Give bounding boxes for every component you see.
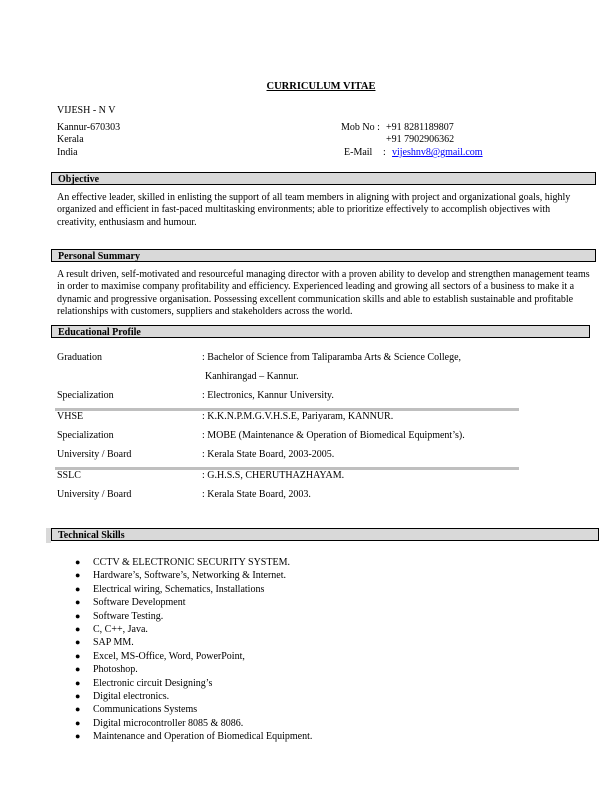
list-item bbox=[75, 583, 312, 596]
bullet-icon: ● bbox=[75, 677, 81, 688]
bullet-icon: ● bbox=[75, 623, 81, 634]
skill-text: Software Testing. bbox=[93, 610, 164, 622]
list-item bbox=[75, 556, 312, 569]
list-item bbox=[75, 623, 312, 636]
skill-text: SAP MM. bbox=[93, 637, 134, 649]
bullet-icon: ● bbox=[75, 690, 81, 701]
skill-text: CCTV & ELECTRONIC SECURITY SYSTEM. bbox=[93, 557, 290, 568]
bullet-icon: ● bbox=[75, 664, 81, 675]
mobile-label: Mob No : bbox=[341, 122, 380, 133]
email-link[interactable]: vijeshnv8@gmail.com bbox=[392, 147, 483, 158]
personal-summary-text: A result driven, self-motivated and resourceful managing director with a proven ability to develop and strengthen management teams in order to maximise company profitability and efficiency. Experienced leading and growing all sectors of a business to make it a dynamic and progressive organisation. Possessing excellent communication skills and able to establish sustainable and profitable relationships with customers, suppliers and stakeholders across the world. bbox=[57, 269, 590, 318]
skill-text: Digital microcontroller 8085 & 8086. bbox=[93, 717, 244, 729]
edu-value: : Kerala State Board, 2003. bbox=[202, 489, 311, 500]
edu-label: Specialization bbox=[57, 390, 114, 401]
mobile-number-2: +91 7902906362 bbox=[386, 134, 455, 145]
bullet-icon: ● bbox=[75, 583, 81, 594]
bullet-icon: ● bbox=[75, 717, 81, 728]
list-item bbox=[75, 717, 312, 730]
skill-text: Excel, MS-Office, Word, PowerPoint, bbox=[93, 650, 245, 662]
edu-label: SSLC bbox=[57, 470, 81, 481]
personal-summary-heading: Personal Summary bbox=[51, 249, 596, 262]
address-line-1: Kannur-670303 bbox=[57, 122, 121, 133]
bullet-icon: ● bbox=[75, 650, 81, 661]
bullet-icon: ● bbox=[75, 704, 81, 715]
document-title: CURRICULUM VITAE bbox=[266, 81, 376, 92]
edu-value: : G.H.S.S, CHERUTHAZHAYAM. bbox=[202, 470, 345, 481]
skill-text: Hardware’s, Software’s, Networking & Internet. bbox=[93, 570, 286, 582]
edu-value: : Bachelor of Science from Taliparamba Arts & Science College, bbox=[202, 352, 462, 363]
skill-text: Software Development bbox=[93, 597, 186, 609]
list-item bbox=[75, 730, 312, 743]
list-item bbox=[75, 677, 312, 690]
technical-skills-list bbox=[75, 556, 312, 743]
edu-value: : MOBE (Maintenance & Operation of Biomedical Equipment’s). bbox=[202, 430, 465, 441]
edu-value: : Kerala State Board, 2003-2005. bbox=[202, 449, 335, 460]
edu-label: University / Board bbox=[57, 489, 132, 500]
list-item bbox=[75, 650, 312, 663]
address-line-3: India bbox=[57, 147, 78, 158]
list-item bbox=[75, 569, 312, 582]
bullet-icon: ● bbox=[75, 557, 81, 567]
edu-label: Specialization bbox=[57, 430, 114, 441]
skill-text: C, C++, Java. bbox=[93, 623, 148, 635]
address-line-2: Kerala bbox=[57, 134, 84, 145]
technical-skills-heading: Technical Skills bbox=[51, 528, 599, 541]
list-item bbox=[75, 703, 312, 716]
list-item bbox=[75, 663, 312, 676]
skill-text: Photoshop. bbox=[93, 664, 138, 676]
edu-label: Graduation bbox=[57, 352, 102, 363]
bullet-icon: ● bbox=[75, 637, 81, 648]
list-item bbox=[75, 636, 312, 649]
list-item bbox=[75, 610, 312, 623]
objective-heading: Objective bbox=[51, 172, 596, 185]
skill-text: Electronic circuit Designing’s bbox=[93, 677, 213, 689]
bullet-icon: ● bbox=[75, 731, 81, 742]
objective-text: An effective leader, skilled in enlisting the support of all team members in aligning with project and organizational goals, highly organized and efficient in fast-paced multitasking environments; able to prioritize effectively to accomplish objectives with creativity, enthusiasm and humour. bbox=[57, 192, 571, 228]
educational-profile-heading: Educational Profile bbox=[51, 325, 590, 338]
email-label: E-Mail bbox=[344, 147, 373, 158]
bullet-icon: ● bbox=[75, 597, 81, 608]
skill-text: Electrical wiring, Schematics, Installations bbox=[93, 583, 265, 595]
edu-label: University / Board bbox=[57, 449, 132, 460]
bullet-icon: ● bbox=[75, 570, 81, 581]
edu-value: : Electronics, Kannur University. bbox=[202, 390, 334, 401]
bullet-icon: ● bbox=[75, 610, 81, 621]
list-item bbox=[75, 596, 312, 609]
list-item bbox=[75, 690, 312, 703]
edu-value: Kanhirangad – Kannur. bbox=[205, 371, 299, 382]
edu-value: : K.K.N.P.M.G.V.H.S.E, Pariyaram, KANNUR. bbox=[202, 411, 394, 422]
skill-text: Communications Systems bbox=[93, 704, 198, 716]
email-separator: : bbox=[383, 147, 386, 158]
edu-label: VHSE bbox=[57, 411, 84, 422]
candidate-name: VIJESH - N V bbox=[57, 105, 116, 116]
skill-text: Maintenance and Operation of Biomedical Equipment. bbox=[93, 731, 313, 743]
mobile-number-1: +91 8281189807 bbox=[386, 122, 454, 133]
skill-text: Digital electronics. bbox=[93, 690, 170, 702]
